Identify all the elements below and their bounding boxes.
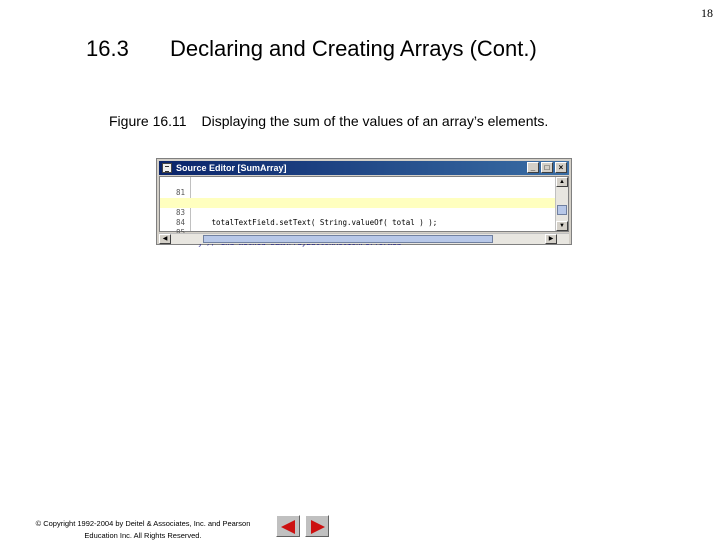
page-number: 18	[701, 6, 713, 20]
figure-caption-text: Displaying the sum of the values of an array’s elements.	[201, 113, 549, 129]
horizontal-scroll-thumb[interactable]	[203, 235, 493, 243]
figure-caption	[109, 113, 548, 129]
vertical-scroll-thumb[interactable]	[557, 205, 567, 215]
editor-titlebar[interactable]	[159, 161, 569, 175]
scroll-down-arrow-icon[interactable]: ▼	[556, 221, 568, 231]
scroll-right-arrow-icon[interactable]: ▶	[545, 234, 557, 244]
slide-title: Declaring and Creating Arrays (Cont.)	[170, 36, 537, 61]
code-line[interactable]	[160, 178, 555, 197]
section-number: 16.3	[86, 36, 129, 61]
line-code: totalTextField.setText( String.valueOf( total ) );	[198, 218, 438, 227]
source-editor-window	[156, 158, 572, 245]
editor-title: Source Editor [SumArray]	[176, 163, 287, 173]
editor-window-icon[interactable]	[162, 163, 172, 173]
scroll-left-arrow-icon[interactable]: ◀	[159, 234, 171, 244]
code-line[interactable]	[160, 188, 555, 198]
next-slide-button[interactable]	[305, 515, 329, 537]
vertical-scrollbar[interactable]	[555, 177, 568, 231]
line-number: 81	[176, 188, 186, 197]
code-area[interactable]	[159, 176, 569, 232]
minimize-button[interactable]: _	[527, 162, 539, 173]
copyright-notice	[12, 518, 274, 542]
line-number: 84	[176, 218, 186, 227]
line-number: 83	[176, 208, 186, 217]
previous-slide-button[interactable]	[276, 515, 300, 537]
window-controls	[527, 162, 567, 173]
scroll-up-arrow-icon[interactable]: ▲	[556, 177, 568, 187]
copyright-line-2: Education Inc. All Rights Reserved.	[84, 531, 202, 540]
horizontal-scrollbar[interactable]	[159, 233, 569, 244]
left-arrow-icon	[281, 520, 295, 534]
copyright-line-1: © Copyright 1992-2004 by Deitel & Associates, Inc. and Pearson	[35, 519, 251, 528]
right-arrow-icon	[311, 520, 325, 534]
code-line[interactable]	[160, 218, 555, 228]
maximize-button[interactable]: □	[541, 162, 553, 173]
close-button[interactable]: ×	[555, 162, 567, 173]
figure-number: Figure 16.11	[109, 113, 187, 129]
